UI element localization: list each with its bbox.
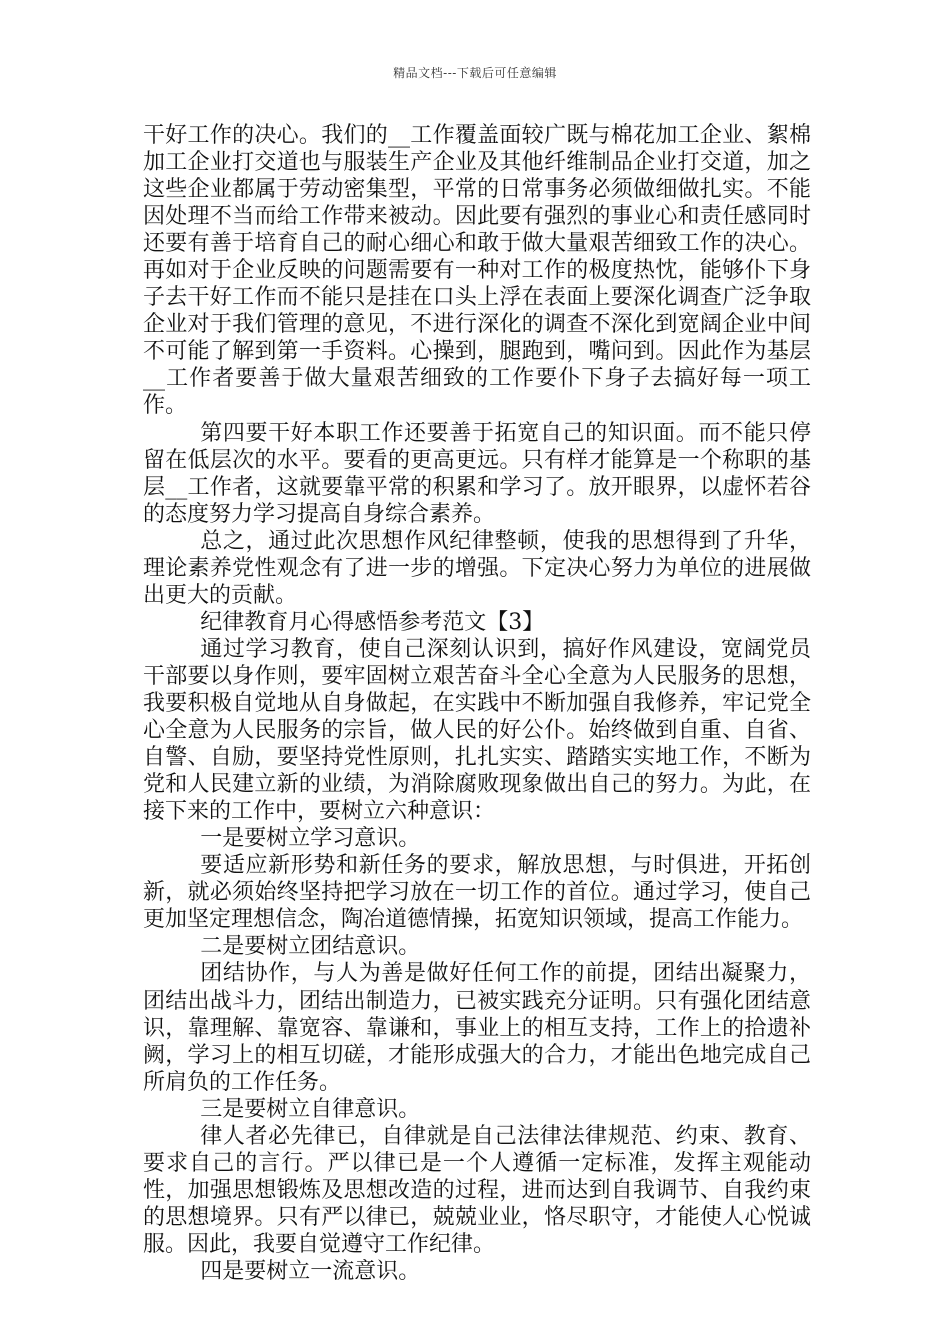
paragraph-9: 团结协作，与人为善是做好任何工作的前提，团结出凝聚力，团结出战斗力，团结出制造力，已被实践充分证明。只有强化团结意识，靠理解、靠宽容、靠谦和，事业上的相互支持，工作上的拾遗补阙，学习上的相互切磋，才能形成强大的合力，才能出色地完成自己所肩负的工作任务。: [143, 961, 811, 1095]
paragraph-5: 通过学习教育，使自己深刻认识到，搞好作风建设，宽阔党员干部要以身作则，要牢固树立艰苦奋斗全心全意为人民服务的思想，我要积极自觉地从自身做起，在实践中不断加强自我修养，牢记党全心全意为人民服务的宗旨，做人民的好公仆。始终做到自重、自省、自警、自励，要坚持党性原则，扎扎实实、踏踏实实地工作，不断为党和人民建立新的业绩，为消除腐败现象做出自己的努力。为此，在接下来的工作中，要树立六种意识：: [143, 636, 811, 825]
paragraph-1: 干好工作的决心。我们的__工作覆盖面较广既与棉花加工企业、絮棉加工企业打交道也与服装生产企业及其他纤维制品企业打交道，加之这些企业都属于劳动密集型，平常的日常事务必须做细做扎实。不能因处理不当而给工作带来被动。因此要有强烈的事业心和责任感同时还要有善于培育自己的耐心细心和敢于做大量艰苦细致工作的决心。再如对于企业反映的问题需要有一种对工作的极度热忱，能够仆下身子去干好工作而不能只是挂在口头上浮在表面上要深化调查广泛争取企业对于我们管理的意见，不进行深化的调查不深化到宽阔企业中间不可能了解到第一手资料。心操到，腿跑到，嘴问到。因此作为基层__工作者要善于做大量艰苦细致的工作要仆下身子去搞好每一项工作。: [143, 123, 811, 419]
subheading-unity: 二是要树立团结意识。: [200, 934, 421, 960]
page-header: 精品文档---下载后可任意编辑: [393, 66, 557, 80]
document-body: [143, 122, 811, 1285]
paragraph-7: 要适应新形势和新任务的要求，解放思想，与时俱进，开拓创新，就必须始终坚持把学习放在一切工作的首位。通过学习，使自己更加坚定理想信念，陶冶道德情操，拓宽知识领域，提高工作能力。: [143, 853, 811, 933]
paragraph-3: 总之，通过此次思想作风纪律整顿，使我的思想得到了升华，理论素养党性观念有了进一步的增强。下定决心努力为单位的进展做出更大的贡献。: [143, 528, 811, 608]
paragraph-2: 第四要干好本职工作还要善于拓宽自己的知识面。而不能只停留在低层次的水平。要看的更高更远。只有样才能算是一个称职的基层__工作者，这就要靠平常的积累和学习了。放开眼界，以虚怀若谷的态度努力学习提高自身综合素养。: [143, 420, 811, 527]
paragraph-11: 律人者必先律已，自律就是自己法律法律规范、约束、教育、要求自己的言行。严以律已是一个人遵循一定标准，发挥主观能动性，加强思想锻炼及思想改造的过程，进而达到自我调节、自我约束的思想境界。只有严以律已，兢兢业业，恪尽职守，才能使人心悦诚服。因此，我要自觉遵守工作纪律。: [143, 1123, 811, 1257]
subheading-study: 一是要树立学习意识。: [200, 826, 421, 852]
subheading-self-discipline: 三是要树立自律意识。: [200, 1096, 421, 1122]
section-heading: 纪律教育月心得感悟参考范文【3】: [200, 609, 545, 635]
subheading-first-class: 四是要树立一流意识。: [200, 1258, 421, 1284]
